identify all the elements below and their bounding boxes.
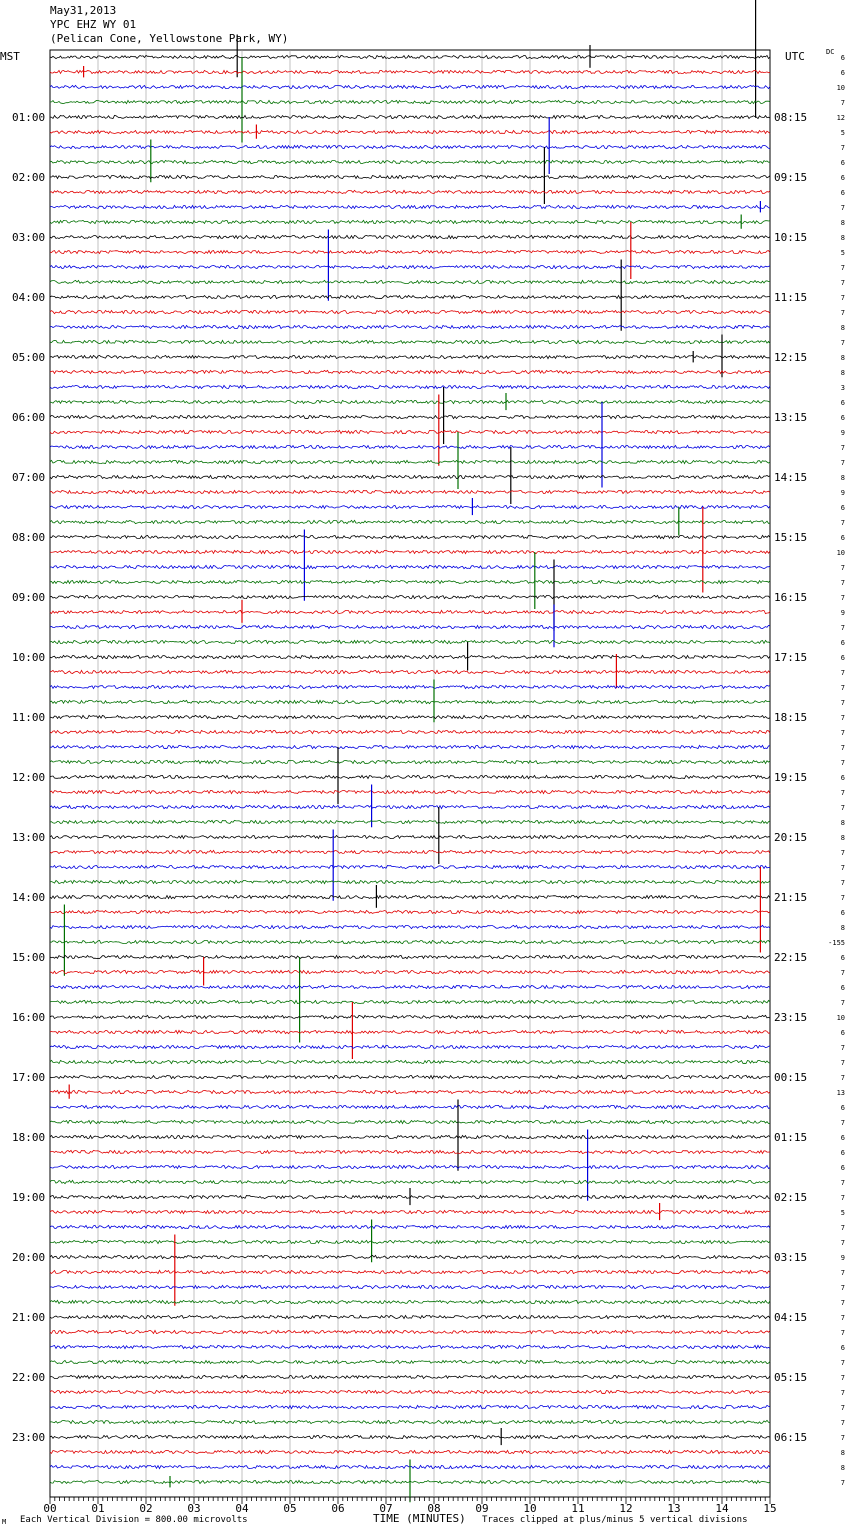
seismic-trace bbox=[50, 160, 770, 163]
dc-offset-value: 7 bbox=[840, 1284, 845, 1292]
dc-offset-value: 8 bbox=[840, 369, 845, 377]
right-time-label: 00:15 bbox=[774, 1071, 808, 1084]
dc-offset-value: 7 bbox=[840, 969, 845, 977]
seismic-trace bbox=[50, 820, 770, 823]
seismic-trace bbox=[50, 235, 770, 238]
left-time-label: 09:00 bbox=[12, 591, 46, 604]
x-tick-label: 09 bbox=[475, 1502, 489, 1515]
seismic-trace bbox=[50, 655, 770, 658]
dc-offset-value: 7 bbox=[840, 894, 845, 902]
dc-offset-value: 8 bbox=[840, 234, 845, 242]
dc-offset-value: 7 bbox=[840, 144, 845, 152]
seismic-trace bbox=[50, 1030, 770, 1033]
dc-offset-value: 7 bbox=[840, 1119, 845, 1127]
seismic-trace bbox=[50, 460, 770, 463]
x-tick-label: 12 bbox=[619, 1502, 633, 1515]
seismic-trace bbox=[50, 940, 770, 943]
dc-offset-value: 10 bbox=[836, 549, 845, 557]
seismic-trace bbox=[50, 610, 770, 613]
left-time-label: 06:00 bbox=[12, 411, 46, 424]
x-tick-label: 03 bbox=[187, 1502, 201, 1515]
seismic-trace bbox=[50, 355, 770, 358]
seismic-trace bbox=[50, 250, 770, 253]
dc-offset-value: 9 bbox=[840, 489, 845, 497]
left-time-label: 01:00 bbox=[12, 111, 46, 124]
x-tick-label: 10 bbox=[523, 1502, 537, 1515]
dc-offset-value: 7 bbox=[840, 789, 845, 797]
seismic-trace bbox=[50, 1165, 770, 1168]
seismic-trace bbox=[50, 1390, 770, 1393]
seismic-trace bbox=[50, 745, 770, 748]
dc-offset-value: 10 bbox=[836, 1014, 845, 1022]
dc-offset-value: 7 bbox=[840, 1389, 845, 1397]
seismic-trace bbox=[50, 205, 770, 208]
x-tick-label: 05 bbox=[283, 1502, 297, 1515]
seismic-trace bbox=[50, 175, 770, 178]
dc-offset-value: 7 bbox=[840, 1194, 845, 1202]
seismic-trace bbox=[50, 850, 770, 853]
seismic-trace bbox=[50, 895, 770, 898]
dc-offset-value: 7 bbox=[840, 309, 845, 317]
left-time-label: 19:00 bbox=[12, 1191, 46, 1204]
dc-offset-value: 12 bbox=[836, 114, 845, 122]
right-time-label: 08:15 bbox=[774, 111, 808, 124]
seismic-trace bbox=[50, 865, 770, 868]
seismic-trace bbox=[50, 1015, 770, 1018]
right-time-label: 10:15 bbox=[774, 231, 808, 244]
seismic-trace bbox=[50, 1420, 770, 1423]
dc-offset-value: 7 bbox=[840, 1479, 845, 1487]
seismic-trace bbox=[50, 145, 770, 148]
seismic-trace bbox=[50, 1405, 770, 1408]
x-tick-label: 00 bbox=[43, 1502, 57, 1515]
dc-offset-value: 5 bbox=[840, 129, 845, 137]
left-time-label: 10:00 bbox=[12, 651, 46, 664]
dc-offset-value: 8 bbox=[840, 474, 845, 482]
left-time-label: 23:00 bbox=[12, 1431, 46, 1444]
right-time-label: 01:15 bbox=[774, 1131, 808, 1144]
seismic-trace bbox=[50, 970, 770, 973]
dc-offset-value: 7 bbox=[840, 264, 845, 272]
seismic-trace bbox=[50, 760, 770, 763]
dc-offset-value: 9 bbox=[840, 429, 845, 437]
dc-offset-value: 7 bbox=[840, 1434, 845, 1442]
dc-offset-value: 3 bbox=[840, 384, 845, 392]
dc-offset-value: 8 bbox=[840, 324, 845, 332]
seismic-trace bbox=[50, 955, 770, 958]
dc-offset-value: 6 bbox=[840, 69, 845, 77]
seismic-trace bbox=[50, 685, 770, 688]
dc-offset-value: 7 bbox=[840, 1059, 845, 1067]
dc-offset-value: 7 bbox=[840, 849, 845, 857]
seismic-trace bbox=[50, 520, 770, 523]
right-time-label: 05:15 bbox=[774, 1371, 808, 1384]
left-time-label: 15:00 bbox=[12, 951, 46, 964]
seismic-trace bbox=[50, 595, 770, 598]
seismic-trace bbox=[50, 715, 770, 718]
seismic-trace bbox=[50, 415, 770, 418]
seismic-trace bbox=[50, 625, 770, 628]
dc-offset-value: 6 bbox=[840, 399, 845, 407]
dc-offset-value: 8 bbox=[840, 819, 845, 827]
seismic-trace bbox=[50, 580, 770, 583]
dc-offset-value: 7 bbox=[840, 729, 845, 737]
right-time-label: 13:15 bbox=[774, 411, 808, 424]
dc-offset-value: 6 bbox=[840, 654, 845, 662]
dc-offset-value: 6 bbox=[840, 1149, 845, 1157]
seismic-trace bbox=[50, 775, 770, 778]
x-tick-label: 14 bbox=[715, 1502, 729, 1515]
seismic-trace bbox=[50, 130, 770, 133]
dc-offset-value: 7 bbox=[840, 519, 845, 527]
left-time-label: 02:00 bbox=[12, 171, 46, 184]
dc-offset-value: 7 bbox=[840, 879, 845, 887]
dc-offset-value: 6 bbox=[840, 504, 845, 512]
left-time-label: 13:00 bbox=[12, 831, 46, 844]
dc-offset-value: 7 bbox=[840, 444, 845, 452]
right-time-label: 22:15 bbox=[774, 951, 808, 964]
dc-offset-value: 8 bbox=[840, 1449, 845, 1457]
dc-offset-value: 8 bbox=[840, 924, 845, 932]
clip-note: Traces clipped at plus/minus 5 vertical divisions bbox=[482, 1515, 748, 1525]
dc-offset-value: 8 bbox=[840, 354, 845, 362]
seismic-trace bbox=[50, 55, 770, 58]
station-location: (Pelican Cone, Yellowstone Park, WY) bbox=[50, 32, 289, 45]
dc-label: DC bbox=[826, 48, 835, 56]
seismic-trace bbox=[50, 445, 770, 448]
seismic-trace bbox=[50, 1300, 770, 1303]
x-tick-label: 11 bbox=[571, 1502, 585, 1515]
seismic-trace bbox=[50, 190, 770, 193]
seismic-trace bbox=[50, 1330, 770, 1333]
seismic-trace bbox=[50, 1075, 770, 1078]
dc-offset-value: 6 bbox=[840, 984, 845, 992]
dc-offset-value: 6 bbox=[840, 54, 845, 62]
seismic-trace bbox=[50, 1270, 770, 1273]
dc-offset-value: 7 bbox=[840, 624, 845, 632]
seismic-trace bbox=[50, 1285, 770, 1288]
seismic-trace bbox=[50, 730, 770, 733]
dc-offset-value: 7 bbox=[840, 684, 845, 692]
right-time-label: 17:15 bbox=[774, 651, 808, 664]
right-zone-label: UTC bbox=[785, 50, 805, 63]
seismic-trace bbox=[50, 790, 770, 793]
dc-offset-value: 7 bbox=[840, 99, 845, 107]
dc-offset-value: 6 bbox=[840, 1104, 845, 1112]
x-tick-label: 06 bbox=[331, 1502, 345, 1515]
dc-offset-value: 7 bbox=[840, 1419, 845, 1427]
seismic-trace bbox=[50, 220, 770, 223]
x-tick-label: 04 bbox=[235, 1502, 249, 1515]
seismic-trace bbox=[50, 505, 770, 508]
dc-offset-value: -155 bbox=[828, 939, 845, 947]
left-time-label: 12:00 bbox=[12, 771, 46, 784]
dc-offset-value: 10 bbox=[836, 84, 845, 92]
dc-offset-value: 6 bbox=[840, 174, 845, 182]
scale-note: Each Vertical Division = 800.00 microvolts bbox=[20, 1515, 248, 1525]
seismic-trace bbox=[50, 1210, 770, 1213]
seismic-trace bbox=[50, 1180, 770, 1183]
dc-offset-value: 7 bbox=[840, 1269, 845, 1277]
dc-offset-value: 7 bbox=[840, 1374, 845, 1382]
dc-offset-value: 6 bbox=[840, 534, 845, 542]
corner-mark: M bbox=[2, 1518, 7, 1526]
right-time-label: 19:15 bbox=[774, 771, 808, 784]
dc-offset-value: 6 bbox=[840, 189, 845, 197]
seismic-trace bbox=[50, 280, 770, 283]
left-zone-label: MST bbox=[0, 50, 20, 63]
left-time-label: 03:00 bbox=[12, 231, 46, 244]
right-time-label: 15:15 bbox=[774, 531, 808, 544]
dc-offset-value: 6 bbox=[840, 774, 845, 782]
x-tick-label: 13 bbox=[667, 1502, 681, 1515]
seismic-trace bbox=[50, 1240, 770, 1243]
seismic-trace bbox=[50, 1000, 770, 1003]
seismic-trace bbox=[50, 985, 770, 988]
right-time-label: 03:15 bbox=[774, 1251, 808, 1264]
right-time-label: 12:15 bbox=[774, 351, 808, 364]
right-time-label: 20:15 bbox=[774, 831, 808, 844]
right-time-label: 02:15 bbox=[774, 1191, 808, 1204]
left-time-label: 08:00 bbox=[12, 531, 46, 544]
seismic-trace bbox=[50, 1255, 770, 1258]
dc-offset-value: 7 bbox=[840, 1299, 845, 1307]
seismic-trace bbox=[50, 1090, 770, 1093]
dc-offset-value: 6 bbox=[840, 909, 845, 917]
left-time-label: 22:00 bbox=[12, 1371, 46, 1384]
dc-offset-value: 7 bbox=[840, 1404, 845, 1412]
seismic-trace bbox=[50, 1435, 770, 1438]
seismic-trace bbox=[50, 535, 770, 538]
seismic-trace bbox=[50, 1450, 770, 1453]
seismic-trace bbox=[50, 925, 770, 928]
dc-offset-value: 8 bbox=[840, 219, 845, 227]
dc-offset-value: 8 bbox=[840, 1464, 845, 1472]
seismic-trace bbox=[50, 1360, 770, 1363]
seismic-trace bbox=[50, 1045, 770, 1048]
dc-offset-value: 8 bbox=[840, 834, 845, 842]
x-tick-label: 07 bbox=[379, 1502, 393, 1515]
seismic-trace bbox=[50, 700, 770, 703]
dc-offset-value: 6 bbox=[840, 1134, 845, 1142]
seismic-trace bbox=[50, 550, 770, 553]
dc-offset-value: 7 bbox=[840, 1239, 845, 1247]
dc-offset-value: 7 bbox=[840, 1329, 845, 1337]
dc-offset-value: 7 bbox=[840, 1044, 845, 1052]
dc-offset-value: 7 bbox=[840, 1224, 845, 1232]
left-time-label: 16:00 bbox=[12, 1011, 46, 1024]
right-time-label: 11:15 bbox=[774, 291, 808, 304]
seismic-trace bbox=[50, 85, 770, 88]
dc-offset-value: 7 bbox=[840, 459, 845, 467]
seismic-trace bbox=[50, 475, 770, 478]
seismic-trace bbox=[50, 1150, 770, 1153]
dc-offset-value: 7 bbox=[840, 744, 845, 752]
left-time-label: 11:00 bbox=[12, 711, 46, 724]
left-time-label: 07:00 bbox=[12, 471, 46, 484]
dc-offset-value: 9 bbox=[840, 609, 845, 617]
right-time-label: 09:15 bbox=[774, 171, 808, 184]
dc-offset-value: 6 bbox=[840, 1164, 845, 1172]
left-time-label: 20:00 bbox=[12, 1251, 46, 1264]
x-tick-label: 08 bbox=[427, 1502, 441, 1515]
seismic-trace bbox=[50, 1345, 770, 1348]
right-time-label: 04:15 bbox=[774, 1311, 808, 1324]
right-time-label: 14:15 bbox=[774, 471, 808, 484]
seismic-trace bbox=[50, 1120, 770, 1123]
seismic-trace bbox=[50, 670, 770, 673]
seismic-trace bbox=[50, 1375, 770, 1378]
x-axis-label: TIME (MINUTES) bbox=[373, 1512, 466, 1525]
dc-offset-value: 7 bbox=[840, 579, 845, 587]
plot-date: May31,2013 bbox=[50, 4, 117, 17]
seismic-trace bbox=[50, 1225, 770, 1228]
x-tick-label: 02 bbox=[139, 1502, 153, 1515]
dc-offset-value: 7 bbox=[840, 759, 845, 767]
dc-offset-value: 7 bbox=[840, 699, 845, 707]
right-time-label: 21:15 bbox=[774, 891, 808, 904]
seismic-trace bbox=[50, 910, 770, 913]
right-time-label: 16:15 bbox=[774, 591, 808, 604]
seismic-trace bbox=[50, 340, 770, 343]
dc-offset-value: 7 bbox=[840, 864, 845, 872]
dc-offset-value: 7 bbox=[840, 999, 845, 1007]
dc-offset-value: 7 bbox=[840, 1314, 845, 1322]
dc-offset-value: 7 bbox=[840, 1359, 845, 1367]
seismic-trace bbox=[50, 565, 770, 568]
left-time-label: 14:00 bbox=[12, 891, 46, 904]
dc-offset-value: 6 bbox=[840, 159, 845, 167]
seismic-trace bbox=[50, 490, 770, 493]
x-tick-label: 15 bbox=[763, 1502, 777, 1515]
seismic-trace bbox=[50, 325, 770, 328]
dc-offset-value: 7 bbox=[840, 564, 845, 572]
seismic-trace bbox=[50, 835, 770, 838]
right-time-label: 23:15 bbox=[774, 1011, 808, 1024]
seismic-trace bbox=[50, 1105, 770, 1108]
left-time-label: 18:00 bbox=[12, 1131, 46, 1144]
dc-offset-value: 7 bbox=[840, 1074, 845, 1082]
dc-offset-value: 7 bbox=[840, 669, 845, 677]
dc-offset-value: 7 bbox=[840, 804, 845, 812]
seismic-trace bbox=[50, 385, 770, 388]
seismic-trace bbox=[50, 805, 770, 808]
seismic-trace bbox=[50, 310, 770, 313]
dc-offset-value: 7 bbox=[840, 1179, 845, 1187]
dc-offset-value: 6 bbox=[840, 639, 845, 647]
seismic-trace bbox=[50, 265, 770, 268]
seismic-trace bbox=[50, 1060, 770, 1063]
dc-offset-value: 13 bbox=[836, 1089, 845, 1097]
seismic-trace bbox=[50, 115, 770, 118]
seismic-trace bbox=[50, 70, 770, 73]
seismic-trace bbox=[50, 370, 770, 373]
x-tick-label: 01 bbox=[91, 1502, 105, 1515]
right-time-label: 06:15 bbox=[774, 1431, 808, 1444]
right-time-label: 18:15 bbox=[774, 711, 808, 724]
dc-offset-value: 6 bbox=[840, 1344, 845, 1352]
left-time-label: 17:00 bbox=[12, 1071, 46, 1084]
dc-offset-value: 6 bbox=[840, 954, 845, 962]
seismic-trace bbox=[50, 1135, 770, 1138]
dc-offset-value: 7 bbox=[840, 339, 845, 347]
dc-offset-value: 7 bbox=[840, 714, 845, 722]
station-id: YPC EHZ WY 01 bbox=[50, 18, 137, 31]
left-time-label: 04:00 bbox=[12, 291, 46, 304]
dc-offset-value: 6 bbox=[840, 1029, 845, 1037]
seismic-trace bbox=[50, 430, 770, 433]
dc-offset-value: 5 bbox=[840, 249, 845, 257]
dc-offset-value: 7 bbox=[840, 294, 845, 302]
seismic-trace bbox=[50, 295, 770, 298]
seismic-trace bbox=[50, 880, 770, 883]
dc-offset-value: 7 bbox=[840, 279, 845, 287]
dc-offset-value: 7 bbox=[840, 594, 845, 602]
seismic-trace bbox=[50, 1315, 770, 1318]
seismic-trace bbox=[50, 400, 770, 403]
left-time-label: 05:00 bbox=[12, 351, 46, 364]
dc-offset-value: 6 bbox=[840, 414, 845, 422]
dc-offset-value: 9 bbox=[840, 1254, 845, 1262]
dc-offset-value: 5 bbox=[840, 1209, 845, 1217]
seismic-trace bbox=[50, 640, 770, 643]
seismic-trace bbox=[50, 100, 770, 103]
dc-offset-value: 7 bbox=[840, 204, 845, 212]
left-time-label: 21:00 bbox=[12, 1311, 46, 1324]
